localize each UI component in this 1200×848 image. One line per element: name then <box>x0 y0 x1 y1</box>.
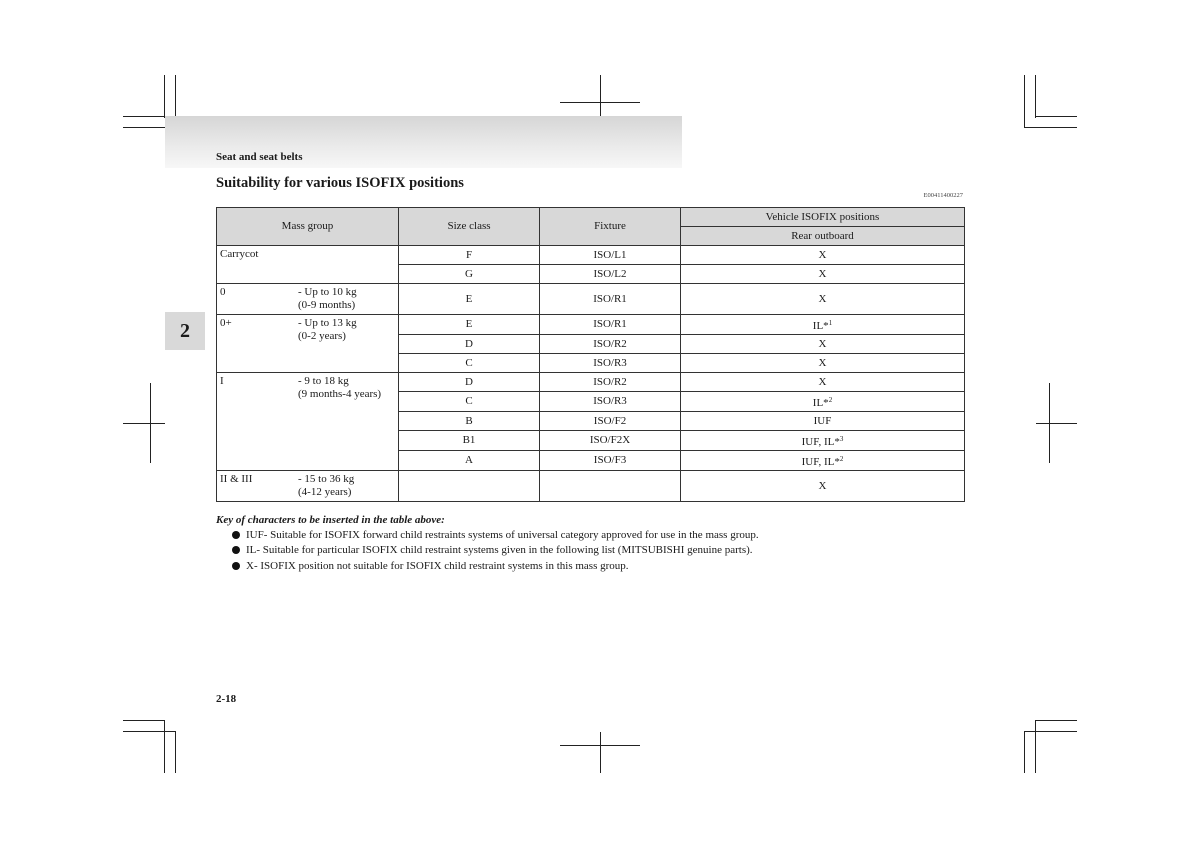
position-value: IL* <box>812 396 829 409</box>
section-heading: Seat and seat belts <box>216 151 303 163</box>
position-cell <box>681 354 965 373</box>
mass-group-desc <box>298 375 381 401</box>
bullet-icon <box>232 531 240 539</box>
position-cell <box>681 431 965 451</box>
bullet-icon <box>232 562 240 570</box>
mass-group-weight: - 9 to 18 kg <box>298 375 349 387</box>
footnote-mark: 2 <box>828 395 833 404</box>
size-class-cell: A <box>399 451 540 471</box>
header-size-class: Size class <box>399 208 540 246</box>
key-item-text: X- ISOFIX position not suitable for ISOFIX child restraint systems in this mass group. <box>246 559 629 572</box>
key-item <box>232 527 759 543</box>
mass-group-age: (9 months-4 years) <box>298 388 382 400</box>
position-cell <box>681 335 965 354</box>
size-class-cell <box>399 471 540 502</box>
position-value: X <box>818 267 827 280</box>
fixture-cell: ISO/R3 <box>540 392 681 412</box>
isofix-table <box>216 207 965 502</box>
key-title: Key of characters to be inserted in the table above: <box>216 514 445 526</box>
table-row <box>217 246 965 265</box>
fixture-cell: ISO/R2 <box>540 373 681 392</box>
mass-group-desc <box>298 473 354 499</box>
table-row <box>217 315 965 335</box>
position-value: X <box>818 375 827 388</box>
page-number: 2-18 <box>216 693 237 705</box>
mass-group-weight: - Up to 10 kg <box>298 286 357 298</box>
page-title: Suitability for various ISOFIX positions <box>216 175 464 191</box>
position-value: IUF, IL* <box>801 435 840 448</box>
position-cell <box>681 451 965 471</box>
key-list <box>232 527 759 574</box>
mass-group-cell <box>217 246 399 284</box>
position-value: X <box>818 292 827 305</box>
size-class-cell: E <box>399 315 540 335</box>
fixture-cell: ISO/L2 <box>540 265 681 284</box>
mass-group-weight: - 15 to 36 kg <box>298 473 355 485</box>
position-value: X <box>818 248 827 261</box>
bullet-icon <box>232 546 240 554</box>
fixture-cell <box>540 471 681 502</box>
header-mass-group: Mass group <box>217 208 399 246</box>
mass-group-age: (0-2 years) <box>298 330 346 342</box>
position-cell <box>681 373 965 392</box>
position-cell <box>681 284 965 315</box>
table-row <box>217 471 965 502</box>
position-cell <box>681 392 965 412</box>
mass-group-desc <box>298 286 357 312</box>
size-class-cell: C <box>399 354 540 373</box>
footnote-mark: 1 <box>828 318 833 327</box>
mass-group-name: Carrycot <box>220 248 259 260</box>
size-class-cell: B1 <box>399 431 540 451</box>
footnote-mark: 3 <box>839 434 844 443</box>
size-class-cell: G <box>399 265 540 284</box>
size-class-cell: B <box>399 412 540 431</box>
position-cell <box>681 315 965 335</box>
mass-group-name: I <box>220 375 224 387</box>
position-value: X <box>818 356 827 369</box>
fixture-cell: ISO/F2 <box>540 412 681 431</box>
key-item-text: IL- Suitable for particular ISOFIX child restraint systems given in the following list (MITSUBISHI genuine parts). <box>246 544 753 557</box>
size-class-cell: D <box>399 373 540 392</box>
mass-group-name: 0 <box>220 286 226 298</box>
position-value: X <box>818 337 827 350</box>
fixture-cell: ISO/F2X <box>540 431 681 451</box>
key-item <box>232 543 759 559</box>
mass-group-cell <box>217 315 399 373</box>
fixture-cell: ISO/R2 <box>540 335 681 354</box>
header-fixture: Fixture <box>540 208 681 246</box>
mass-group-name: II & III <box>220 473 253 485</box>
fixture-cell: ISO/R1 <box>540 284 681 315</box>
table-row <box>217 284 965 315</box>
mass-group-weight: - Up to 13 kg <box>298 317 357 329</box>
position-cell <box>681 471 965 502</box>
document-code: E00411400227 <box>923 192 963 199</box>
position-value: X <box>818 479 827 492</box>
chapter-tab: 2 <box>165 312 205 350</box>
position-cell <box>681 412 965 431</box>
position-value: IUF, IL* <box>801 455 840 468</box>
position-cell <box>681 265 965 284</box>
fixture-cell: ISO/F3 <box>540 451 681 471</box>
position-value: IL* <box>812 319 829 332</box>
key-item-text: IUF- Suitable for ISOFIX forward child restraints systems of universal category approved for use in the mass group. <box>246 528 759 541</box>
position-cell <box>681 246 965 265</box>
footnote-mark: 2 <box>839 454 844 463</box>
fixture-cell: ISO/R1 <box>540 315 681 335</box>
table-row <box>217 373 965 392</box>
mass-group-cell <box>217 284 399 315</box>
mass-group-age: (0-9 months) <box>298 299 356 311</box>
header-vehicle-positions: Vehicle ISOFIX positions <box>681 208 965 227</box>
size-class-cell: C <box>399 392 540 412</box>
fixture-cell: ISO/R3 <box>540 354 681 373</box>
mass-group-age: (4-12 years) <box>298 486 352 498</box>
mass-group-name: 0+ <box>220 317 232 329</box>
mass-group-desc <box>298 317 357 343</box>
size-class-cell: E <box>399 284 540 315</box>
key-item <box>232 558 759 574</box>
mass-group-cell <box>217 373 399 471</box>
mass-group-cell <box>217 471 399 502</box>
fixture-cell: ISO/L1 <box>540 246 681 265</box>
size-class-cell: F <box>399 246 540 265</box>
header-rear-outboard: Rear outboard <box>681 227 965 246</box>
position-value: IUF <box>813 414 832 427</box>
size-class-cell: D <box>399 335 540 354</box>
